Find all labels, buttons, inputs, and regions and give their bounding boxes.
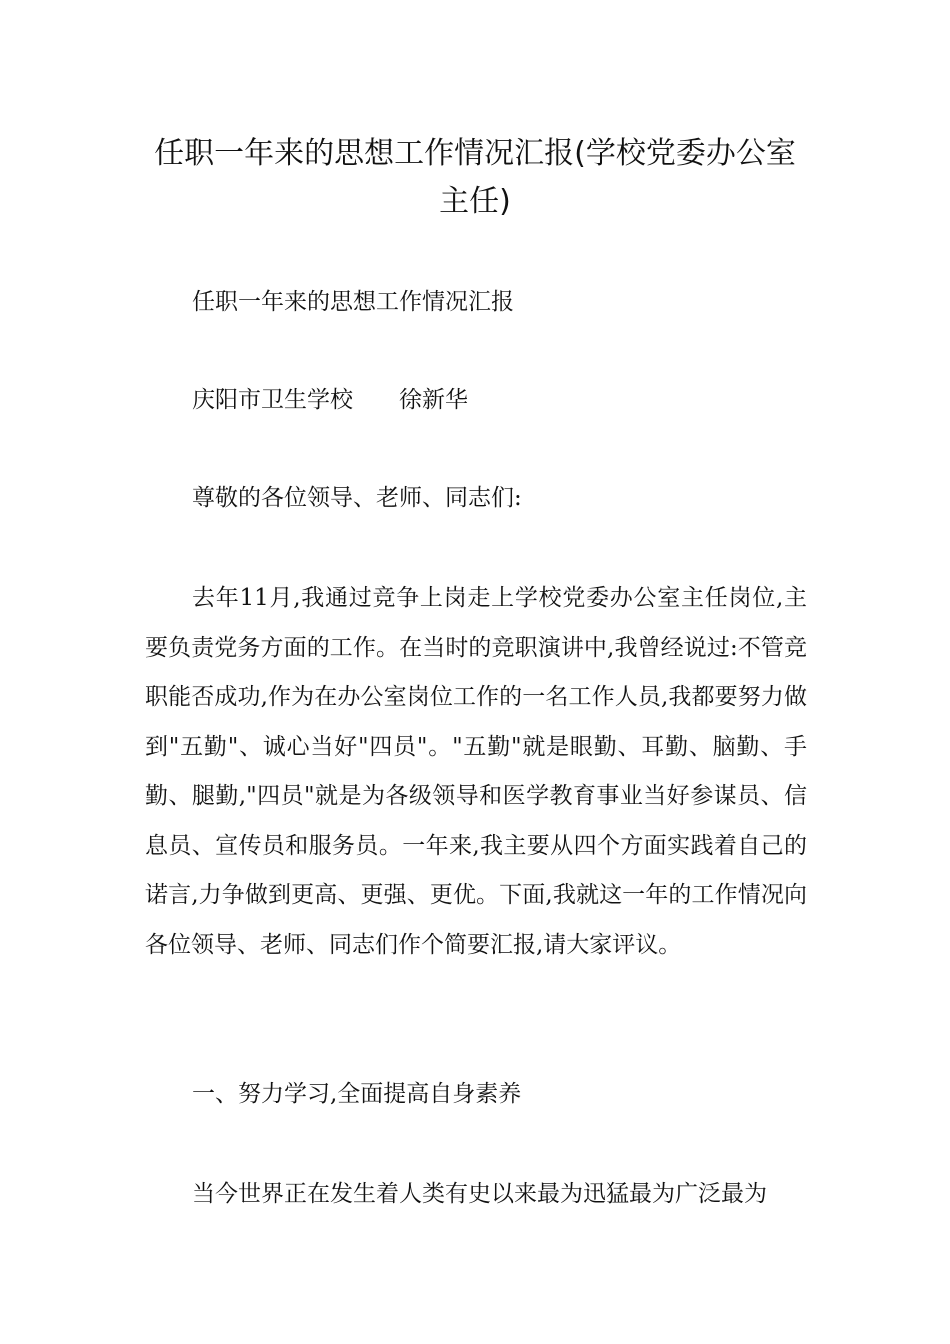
author-line: 庆阳市卫生学校 徐新华	[192, 387, 468, 413]
section-heading-1: 一、努力学习,全面提高自身素养	[192, 1081, 522, 1107]
body-paragraph-1: 去年11月,我通过竞争上岗走上学校党委办公室主任岗位,主要负责党务方面的工作。在当时的竞职演讲中,我曾经说过:不管竞职能否成功,作为在办公室岗位工作的一名工作人员,我都要努力做到"五勤"、诚心当好"四员"。"五勤"就是眼勤、耳勤、脑勤、手勤、腿勤,"四员"就是为各级领导和医学教育事业当好参谋员、信息员、宣传员和服务员。一年来,我主要从四个方面实践着自己的诺言,力争做到更高、更强、更优。下面,我就这一年的工作情况向各位领导、老师、同志们作个简要汇报,请大家评议。	[145, 585, 807, 958]
greeting-paragraph: 尊敬的各位领导、老师、同志们:	[192, 485, 522, 511]
subtitle-paragraph: 任职一年来的思想工作情况汇报	[192, 289, 514, 315]
body-paragraph-2: 当今世界正在发生着人类有史以来最为迅猛最为广泛最为	[192, 1181, 767, 1207]
document-title: 任职一年来的思想工作情况汇报(学校党委办公室主任)	[154, 136, 796, 219]
